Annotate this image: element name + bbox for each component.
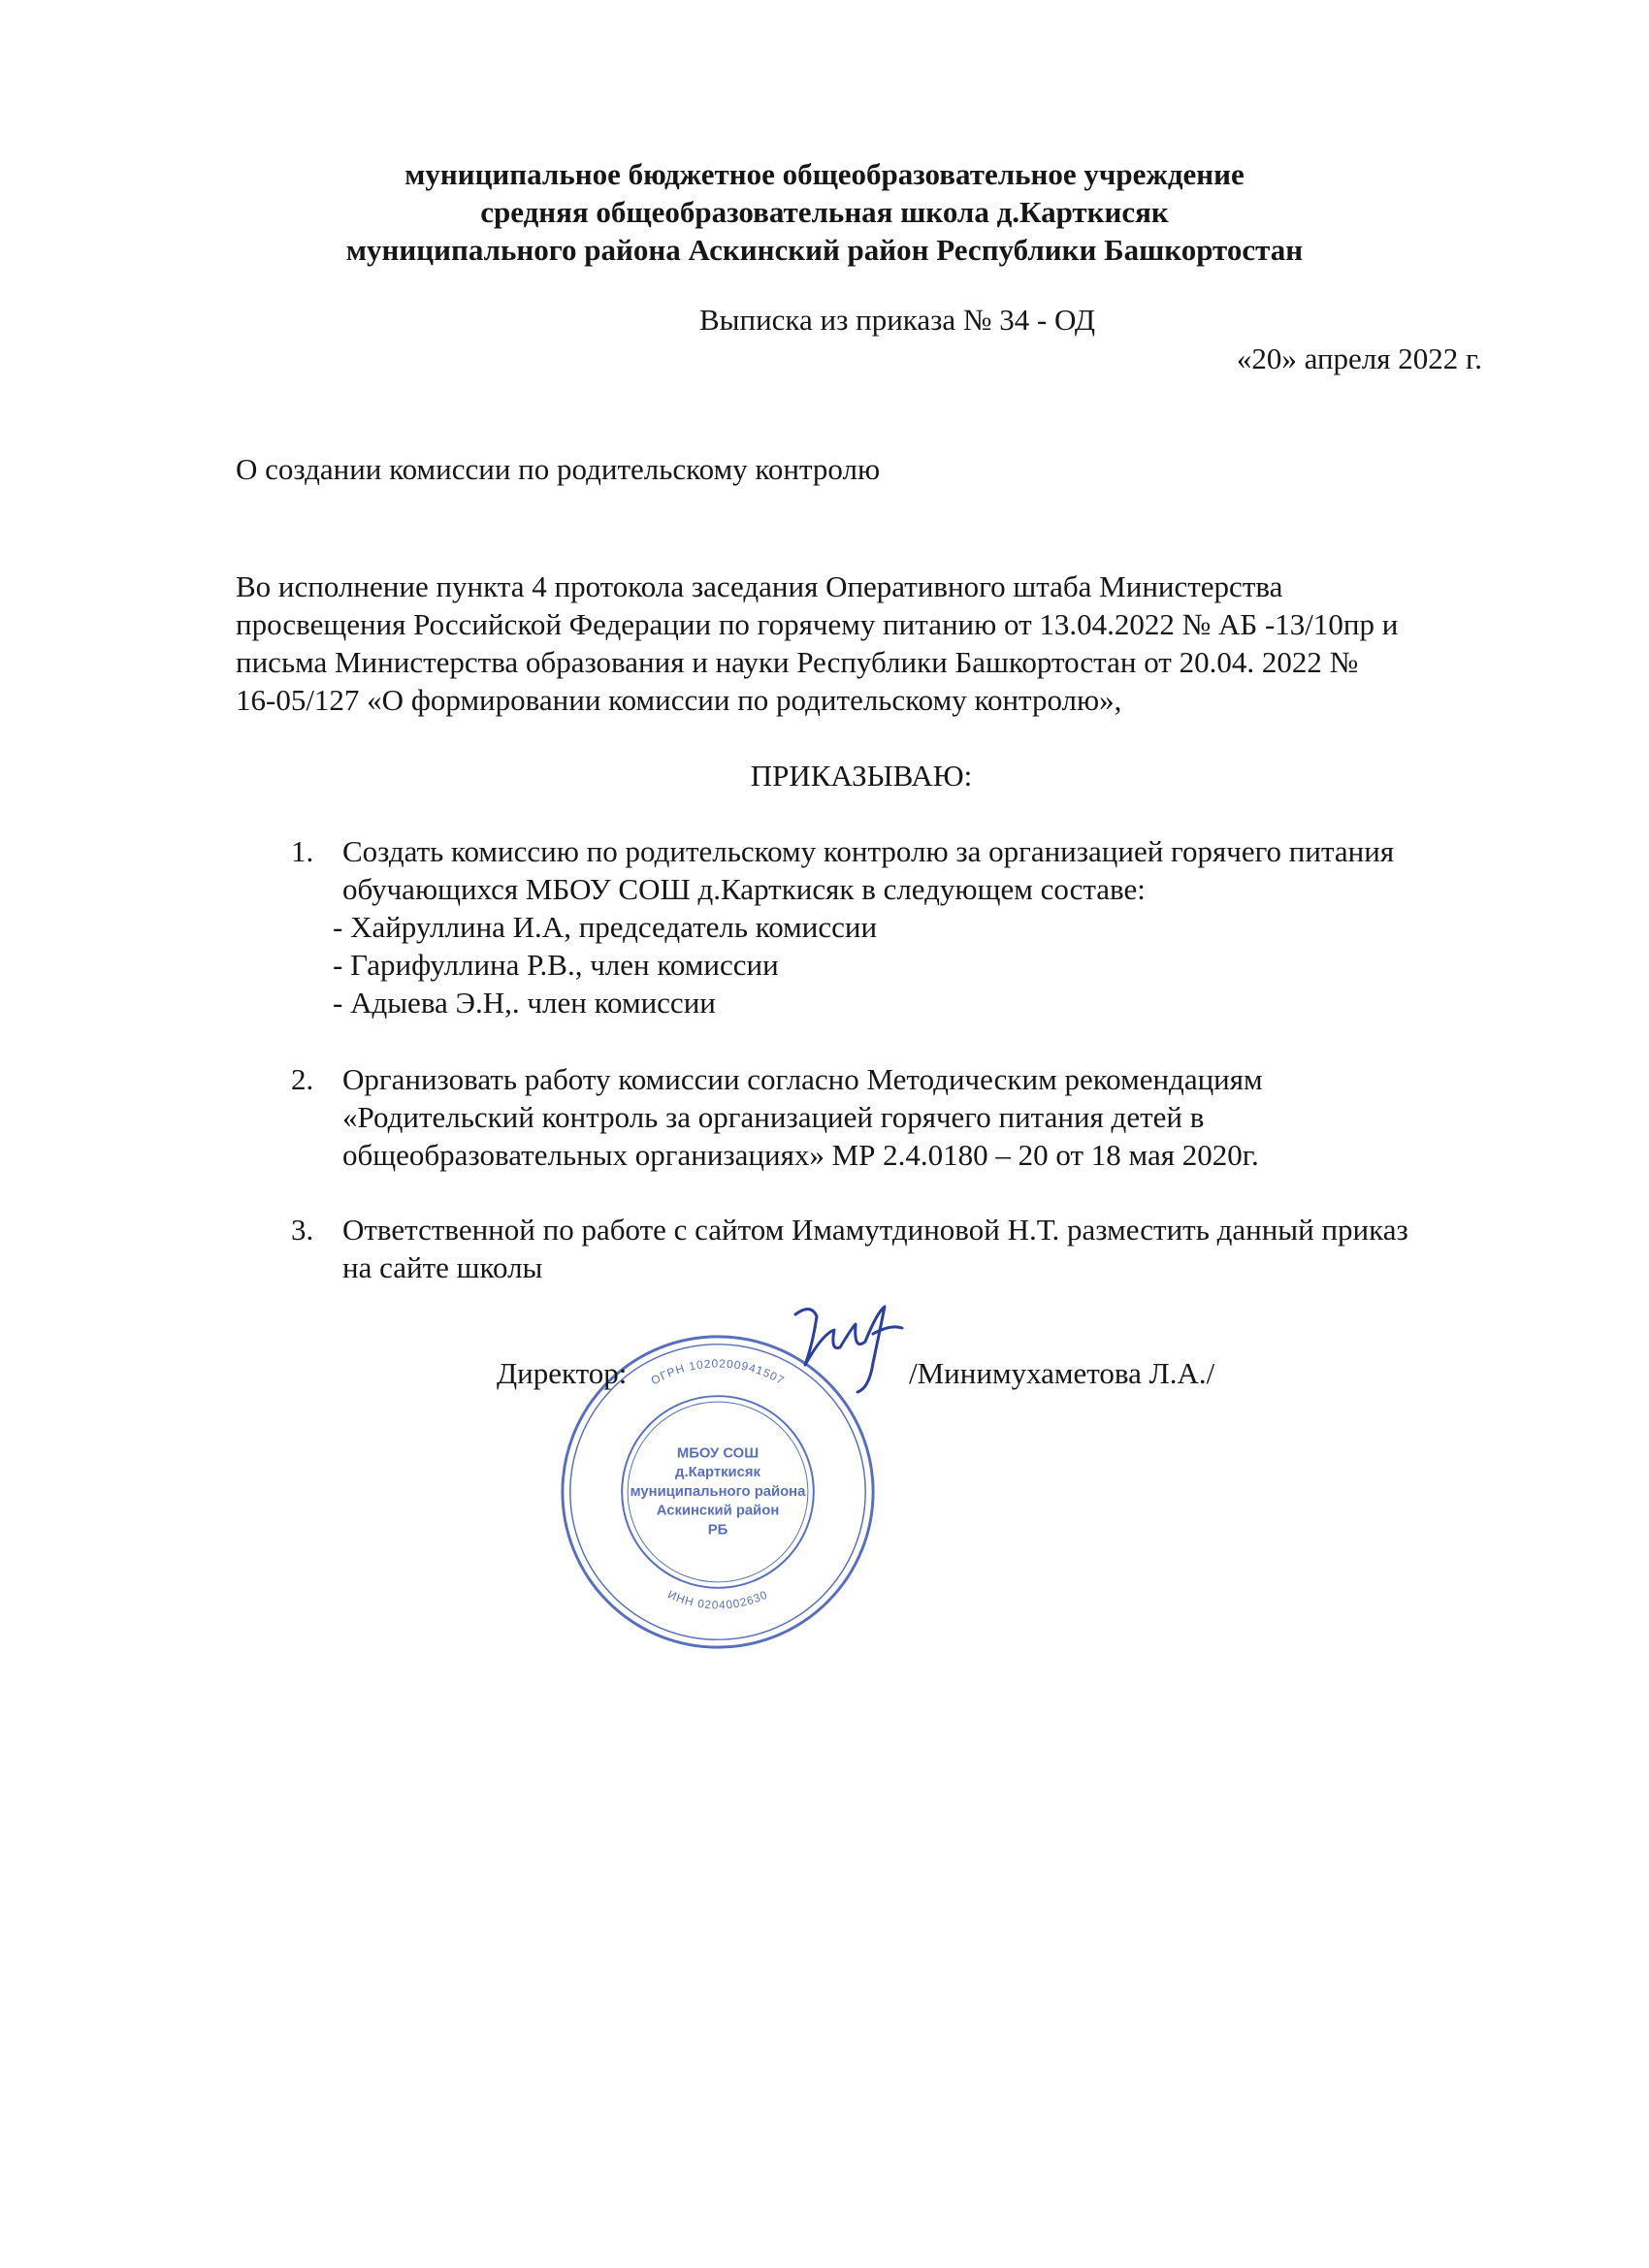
handwritten-signature (784, 1295, 910, 1402)
seal-line: Аскинский район (656, 1503, 780, 1519)
order-subject: О создании комиссии по родительскому контролю (236, 452, 881, 486)
list-item-line: на сайте школы (342, 1250, 543, 1284)
preamble-line: 16-05/127 «О формировании комиссии по родительскому контролю», (236, 683, 1122, 717)
list-item-line: Организовать работу комиссии согласно Методическим рекомендациям (342, 1062, 1263, 1096)
header-line-3: муниципального района Аскинский район Республики Башкортостан (345, 233, 1304, 267)
seal-inn: ИНН 0204002630 (665, 1587, 770, 1612)
list-item-line: обучающихся МБОУ СОШ д.Карткисяк в следующем составе: (342, 872, 1146, 906)
header-line-1: муниципальное бюджетное общеобразовательное учреждение (404, 157, 1245, 191)
seal-line: РБ (707, 1522, 728, 1539)
member-3: - Адыева Э.Н,. член комиссии (333, 986, 716, 1020)
member-2: - Гарифуллина Р.В., член комиссии (333, 948, 779, 982)
member-chair: - Хайруллина И.А, председатель комиссии (333, 910, 878, 944)
preamble-line: просвещения Российской Федерации по горячему питанию от 13.04.2022 № АБ -13/10пр и (236, 607, 1399, 641)
extract-title: Выписка из приказа № 34 - ОД (698, 303, 1096, 337)
list-item-number: 2. (291, 1062, 314, 1096)
commission-members (333, 908, 877, 1021)
organization-header (0, 155, 1649, 269)
order-date: «20» апреля 2022 г. (1236, 341, 1482, 375)
preamble (236, 567, 1497, 719)
seal-line: МБОУ СОШ (676, 1445, 760, 1462)
list-item-number: 3. (291, 1213, 314, 1247)
order-word: ПРИКАЗЫВАЮ: (750, 759, 973, 793)
seal-ogrn: ОГРН 1020200941507 (648, 1356, 788, 1388)
list-item-line: Создать комиссию по родительскому контролю за организацией горячего питания (342, 834, 1395, 868)
seal-line: муниципального района (630, 1483, 806, 1500)
list-item-line: Ответственной по работе с сайтом Имамутдиновой Н.Т. разместить данный приказ (342, 1213, 1408, 1247)
seal-line: д.Карткисяк (675, 1465, 760, 1481)
director-name: /Минимухаметова Л.А./ (909, 1356, 1215, 1390)
list-item-line: общеобразовательных организациях» МР 2.4.0180 – 20 от 18 мая 2020г. (342, 1138, 1259, 1172)
list-item-line: «Родительский контроль за организацией горячего питания детей в (342, 1100, 1205, 1134)
preamble-line: письма Министерства образования и науки Республики Башкортостан от 20.04. 2022 № (236, 645, 1359, 679)
director-title: Директор: (497, 1356, 628, 1390)
preamble-line: Во исполнение пункта 4 протокола заседания Оперативного штаба Министерства (236, 569, 1283, 603)
header-line-2: средняя общеобразовательная школа д.Карткисяк (480, 195, 1169, 229)
list-item-number: 1. (291, 834, 314, 868)
